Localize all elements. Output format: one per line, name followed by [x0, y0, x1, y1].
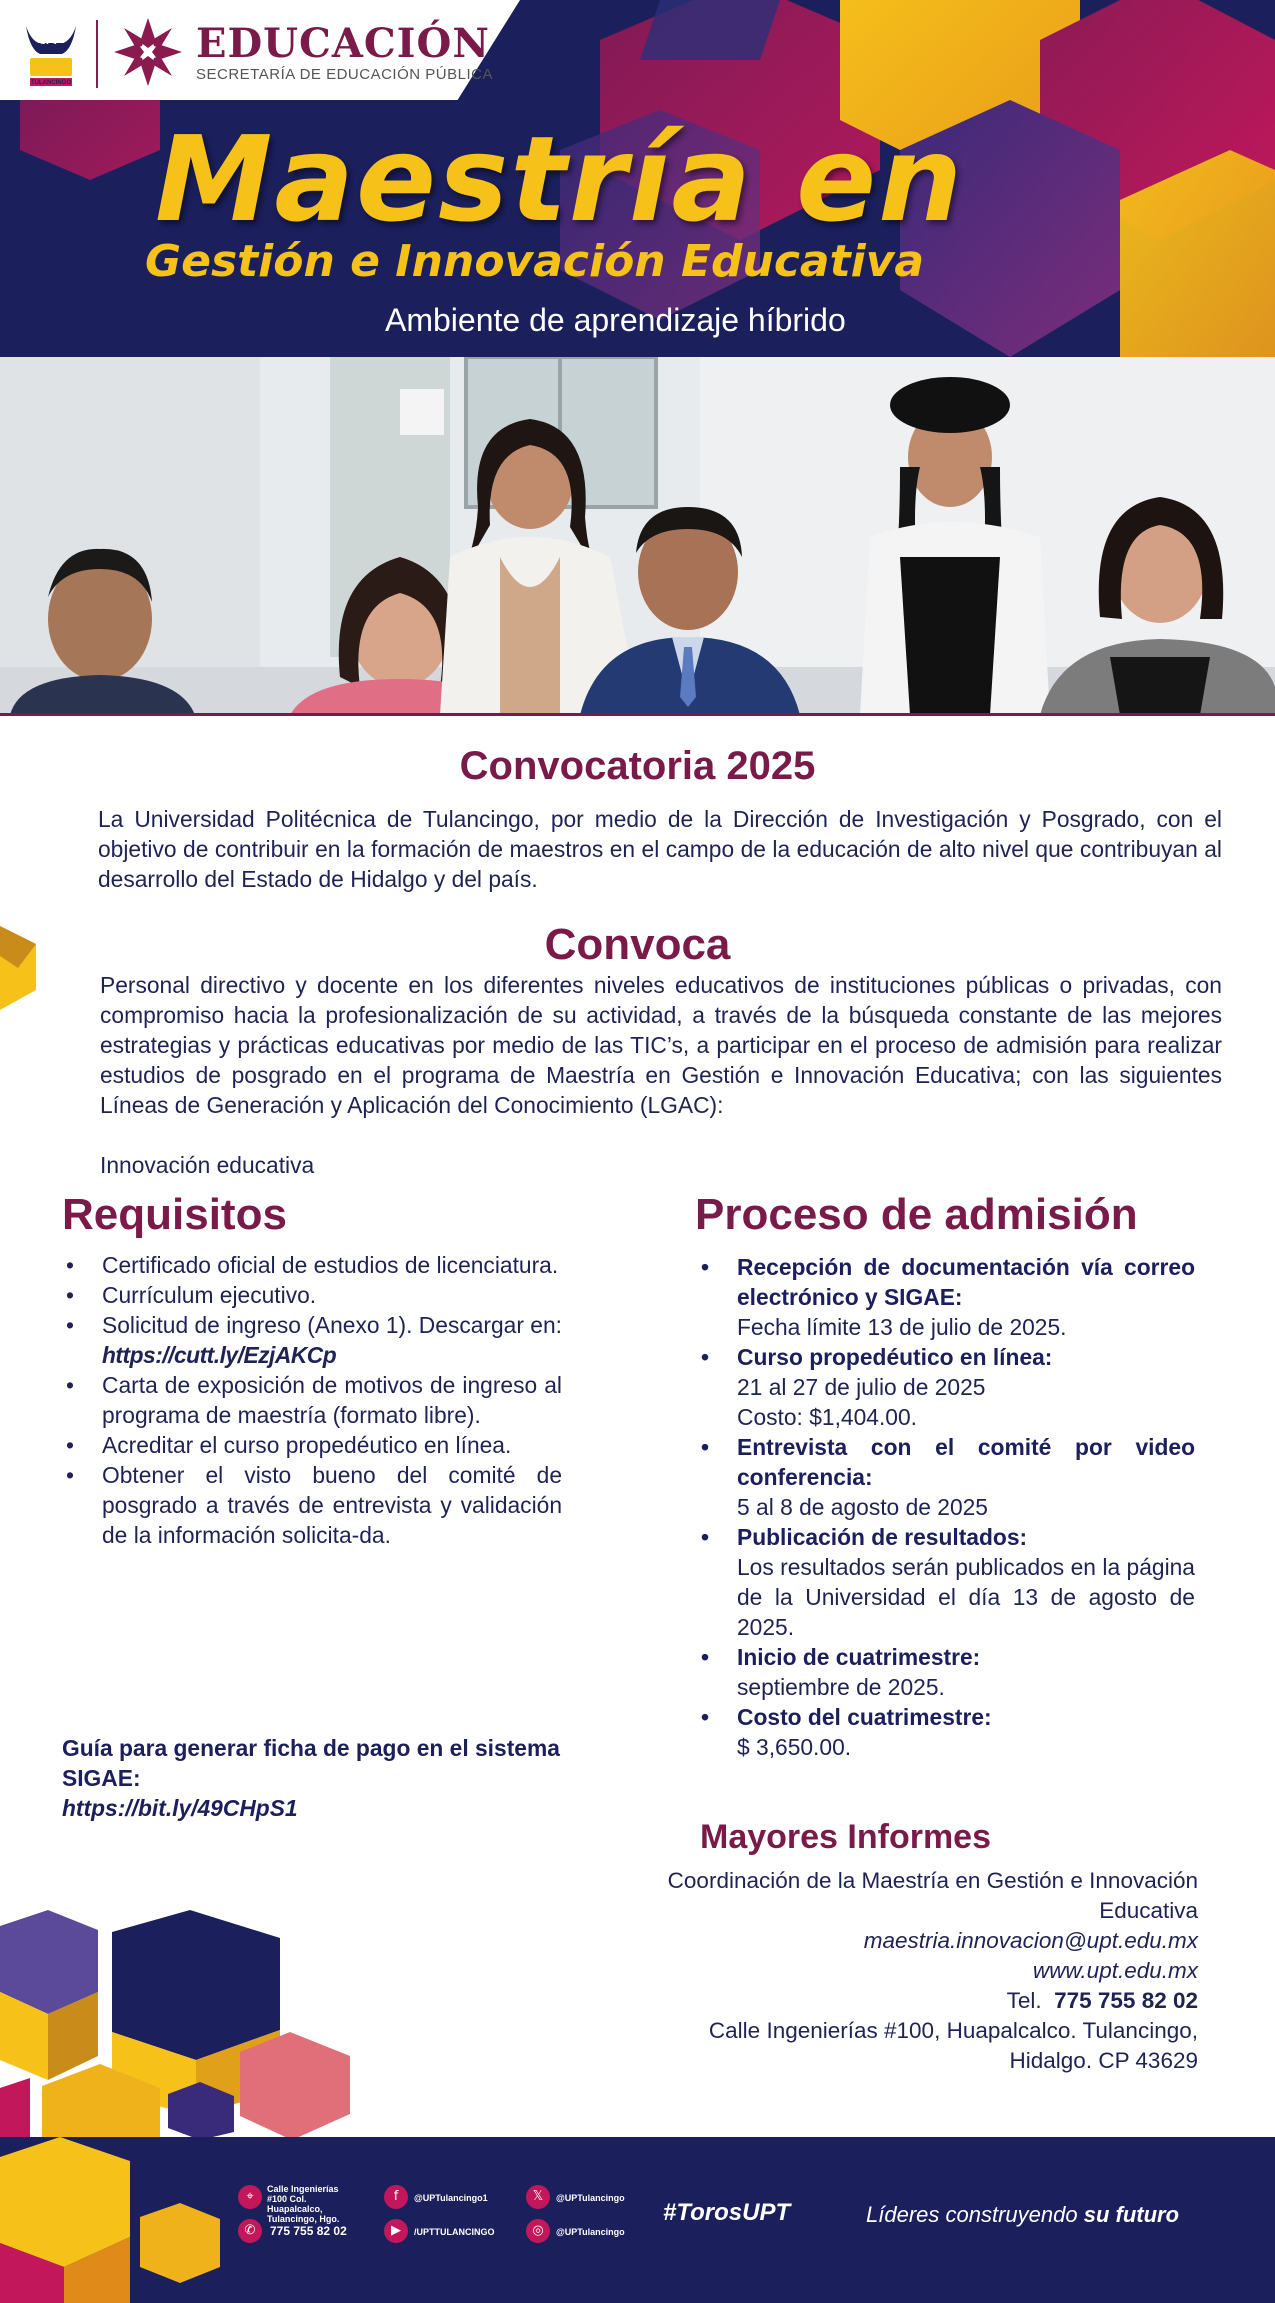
- logo-divider: [96, 20, 98, 88]
- footer-slogan: [866, 2202, 1179, 2228]
- photo-divider: [0, 713, 1275, 716]
- list-item: [695, 1522, 1195, 1642]
- phone-icon: ✆: [238, 2219, 262, 2243]
- requisito-text: Carta de exposición de motivos de ingreso al programa de maestría (formato libre).: [102, 1372, 562, 1428]
- x-icon[interactable]: 𝕏: [526, 2185, 550, 2209]
- footer-slogan-b: su futuro: [1083, 2202, 1180, 2227]
- footer-slogan-a: Líderes construyendo: [866, 2202, 1078, 2227]
- informes-title: Mayores Informes: [700, 1818, 991, 1856]
- educacion-logo-subtitle: SECRETARÍA DE EDUCACIÓN PÚBLICA: [196, 66, 493, 83]
- anexo-download-link[interactable]: https://cutt.ly/EzjAKCp: [102, 1342, 337, 1368]
- admision-step-label: • Curso propedéutico en línea:: [737, 1344, 1053, 1370]
- youtube-icon[interactable]: ▶: [384, 2219, 408, 2243]
- requisitos-title: Requisitos: [62, 1190, 287, 1239]
- facebook-icon[interactable]: f: [384, 2185, 408, 2209]
- informes-coordinacion: Coordinación de la Maestría en Gestión e Innovación Educativa: [667, 1868, 1198, 1923]
- requisitos-list: [62, 1250, 562, 1550]
- admision-step-value: $ 3,650.00.: [737, 1734, 852, 1760]
- footer-youtube[interactable]: /UPTTULANCINGO: [414, 2227, 495, 2237]
- informes-website-link[interactable]: www.upt.edu.mx: [1032, 1958, 1198, 1983]
- program-tagline: Ambiente de aprendizaje híbrido: [385, 302, 846, 338]
- requisito-text: Certificado oficial de estudios de licenciatura.: [102, 1252, 559, 1278]
- list-item: [62, 1280, 562, 1310]
- informes-address: Calle Ingenierías #100, Huapalcalco. Tulancingo, Hidalgo. CP 43629: [708, 2018, 1198, 2073]
- informes-email-link[interactable]: maestria.innovacion@upt.edu.mx: [863, 1928, 1198, 1953]
- convoca-text: Personal directivo y docente en los diferentes niveles educativos de instituciones públicas o privadas, con compromiso hacia la profesionalización de su actividad, a través de la búsqueda constante de las mejores estrategias y prácticas educativas por medio de las TIC’s, a participar en el proceso de admisión para realizar estudios de posgrado en el programa de Maestría en Gestión e Innovación Educativa; con las siguientes Líneas de Generación y Aplicación del Conocimiento (LGAC):: [100, 972, 1222, 1118]
- cubes-decoration: [0, 1910, 370, 2140]
- sep-star-logo-icon: [112, 16, 184, 88]
- location-icon: ⌖: [238, 2185, 262, 2209]
- admision-step-label: • Publicación de resultados:: [737, 1524, 1028, 1550]
- admision-step-value: septiembre de 2025.: [737, 1674, 945, 1700]
- footer-facebook[interactable]: @UPTulancingo1: [414, 2193, 488, 2203]
- list-item: [695, 1342, 1195, 1432]
- payment-guide-label: Guía para generar ficha de pago en el sistema SIGAE:: [62, 1735, 560, 1791]
- list-item: [695, 1642, 1195, 1702]
- group-photo: [0, 357, 1275, 715]
- footer-phone: 775 755 82 02: [270, 2224, 347, 2238]
- payment-guide: [62, 1733, 572, 1823]
- upt-logo-text: UPT: [38, 40, 64, 55]
- admision-title: Proceso de admisión: [695, 1190, 1138, 1239]
- program-subtitle: Gestión e Innovación Educativa: [145, 236, 925, 287]
- admision-step-label: • Inicio de cuatrimestre:: [737, 1644, 981, 1670]
- list-item: [62, 1430, 562, 1460]
- group-photo-illustration: [0, 357, 1275, 715]
- informes-block: [640, 1866, 1198, 2076]
- list-item: [62, 1310, 562, 1370]
- admision-step-value: Fecha límite 13 de julio de 2025.: [737, 1314, 1067, 1340]
- list-item: [62, 1460, 562, 1550]
- list-item: [62, 1370, 562, 1430]
- convoca-title: Convoca: [544, 920, 731, 969]
- admision-step-cost: Costo: $1,404.00.: [737, 1404, 917, 1430]
- informes-tel-label: Tel.: [1006, 1988, 1042, 2013]
- admision-step-value: 21 al 27 de julio de 2025: [737, 1374, 986, 1400]
- educacion-logo-title: EDUCACIÓN: [196, 20, 490, 67]
- convocatoria-text: La Universidad Politécnica de Tulancingo, por medio de la Dirección de Investigación y Posgrado, con el objetivo de contribuir en la formación de maestros en el campo de la educación de alto nivel que contribuyan al desarrollo del Estado de Hidalgo y del país.: [98, 806, 1222, 892]
- convocatoria-title: Convocatoria 2025: [459, 744, 816, 788]
- footer-hashtag: #TorosUPT: [663, 2199, 791, 2226]
- admision-step-label: • Entrevista con el comité por video conferencia:: [737, 1434, 1195, 1490]
- admision-step-value: Los resultados serán publicados en la página de la Universidad el día 13 de agosto de 2025.: [737, 1554, 1195, 1640]
- requisito-text: Acreditar el curso propedéutico en línea.: [102, 1432, 512, 1458]
- convoca-lgac: Innovación educativa: [100, 1152, 315, 1178]
- footer-cubes-decoration: [0, 2137, 220, 2303]
- informes-phone: 775 755 82 02: [1054, 1988, 1198, 2013]
- instagram-icon[interactable]: ◎: [526, 2219, 550, 2243]
- program-title: Maestría en: [155, 110, 965, 248]
- payment-guide-link[interactable]: https://bit.ly/49CHpS1: [62, 1795, 298, 1821]
- admision-step-value: 5 al 8 de agosto de 2025: [737, 1494, 988, 1520]
- list-item: [695, 1252, 1195, 1342]
- footer-instagram[interactable]: @UPTulancingo: [556, 2227, 625, 2237]
- header-banner: [0, 0, 1275, 357]
- requisito-text: Obtener el visto bueno del comité de posgrado a través de entrevista y validación de la información solicita-da.: [102, 1462, 562, 1548]
- list-item: [62, 1250, 562, 1280]
- requisito-text: Solicitud de ingreso (Anexo 1). Descargar en:: [102, 1312, 562, 1338]
- requisito-text: Currículum ejecutivo.: [102, 1282, 317, 1308]
- admision-step-label: • Recepción de documentación vía correo electrónico y SIGAE:: [737, 1254, 1195, 1310]
- list-item: [695, 1702, 1195, 1762]
- footer-address: Calle Ingenierías #100 Col. Huapalcalco, Tulancingo, Hgo.: [267, 2184, 340, 2224]
- upt-logo-subtext: TULANCINGO: [31, 80, 71, 86]
- footer-x[interactable]: @UPTulancingo: [556, 2193, 625, 2203]
- admision-list: [695, 1252, 1195, 1762]
- admision-step-label: • Costo del cuatrimestre:: [737, 1704, 992, 1730]
- list-item: [695, 1432, 1195, 1522]
